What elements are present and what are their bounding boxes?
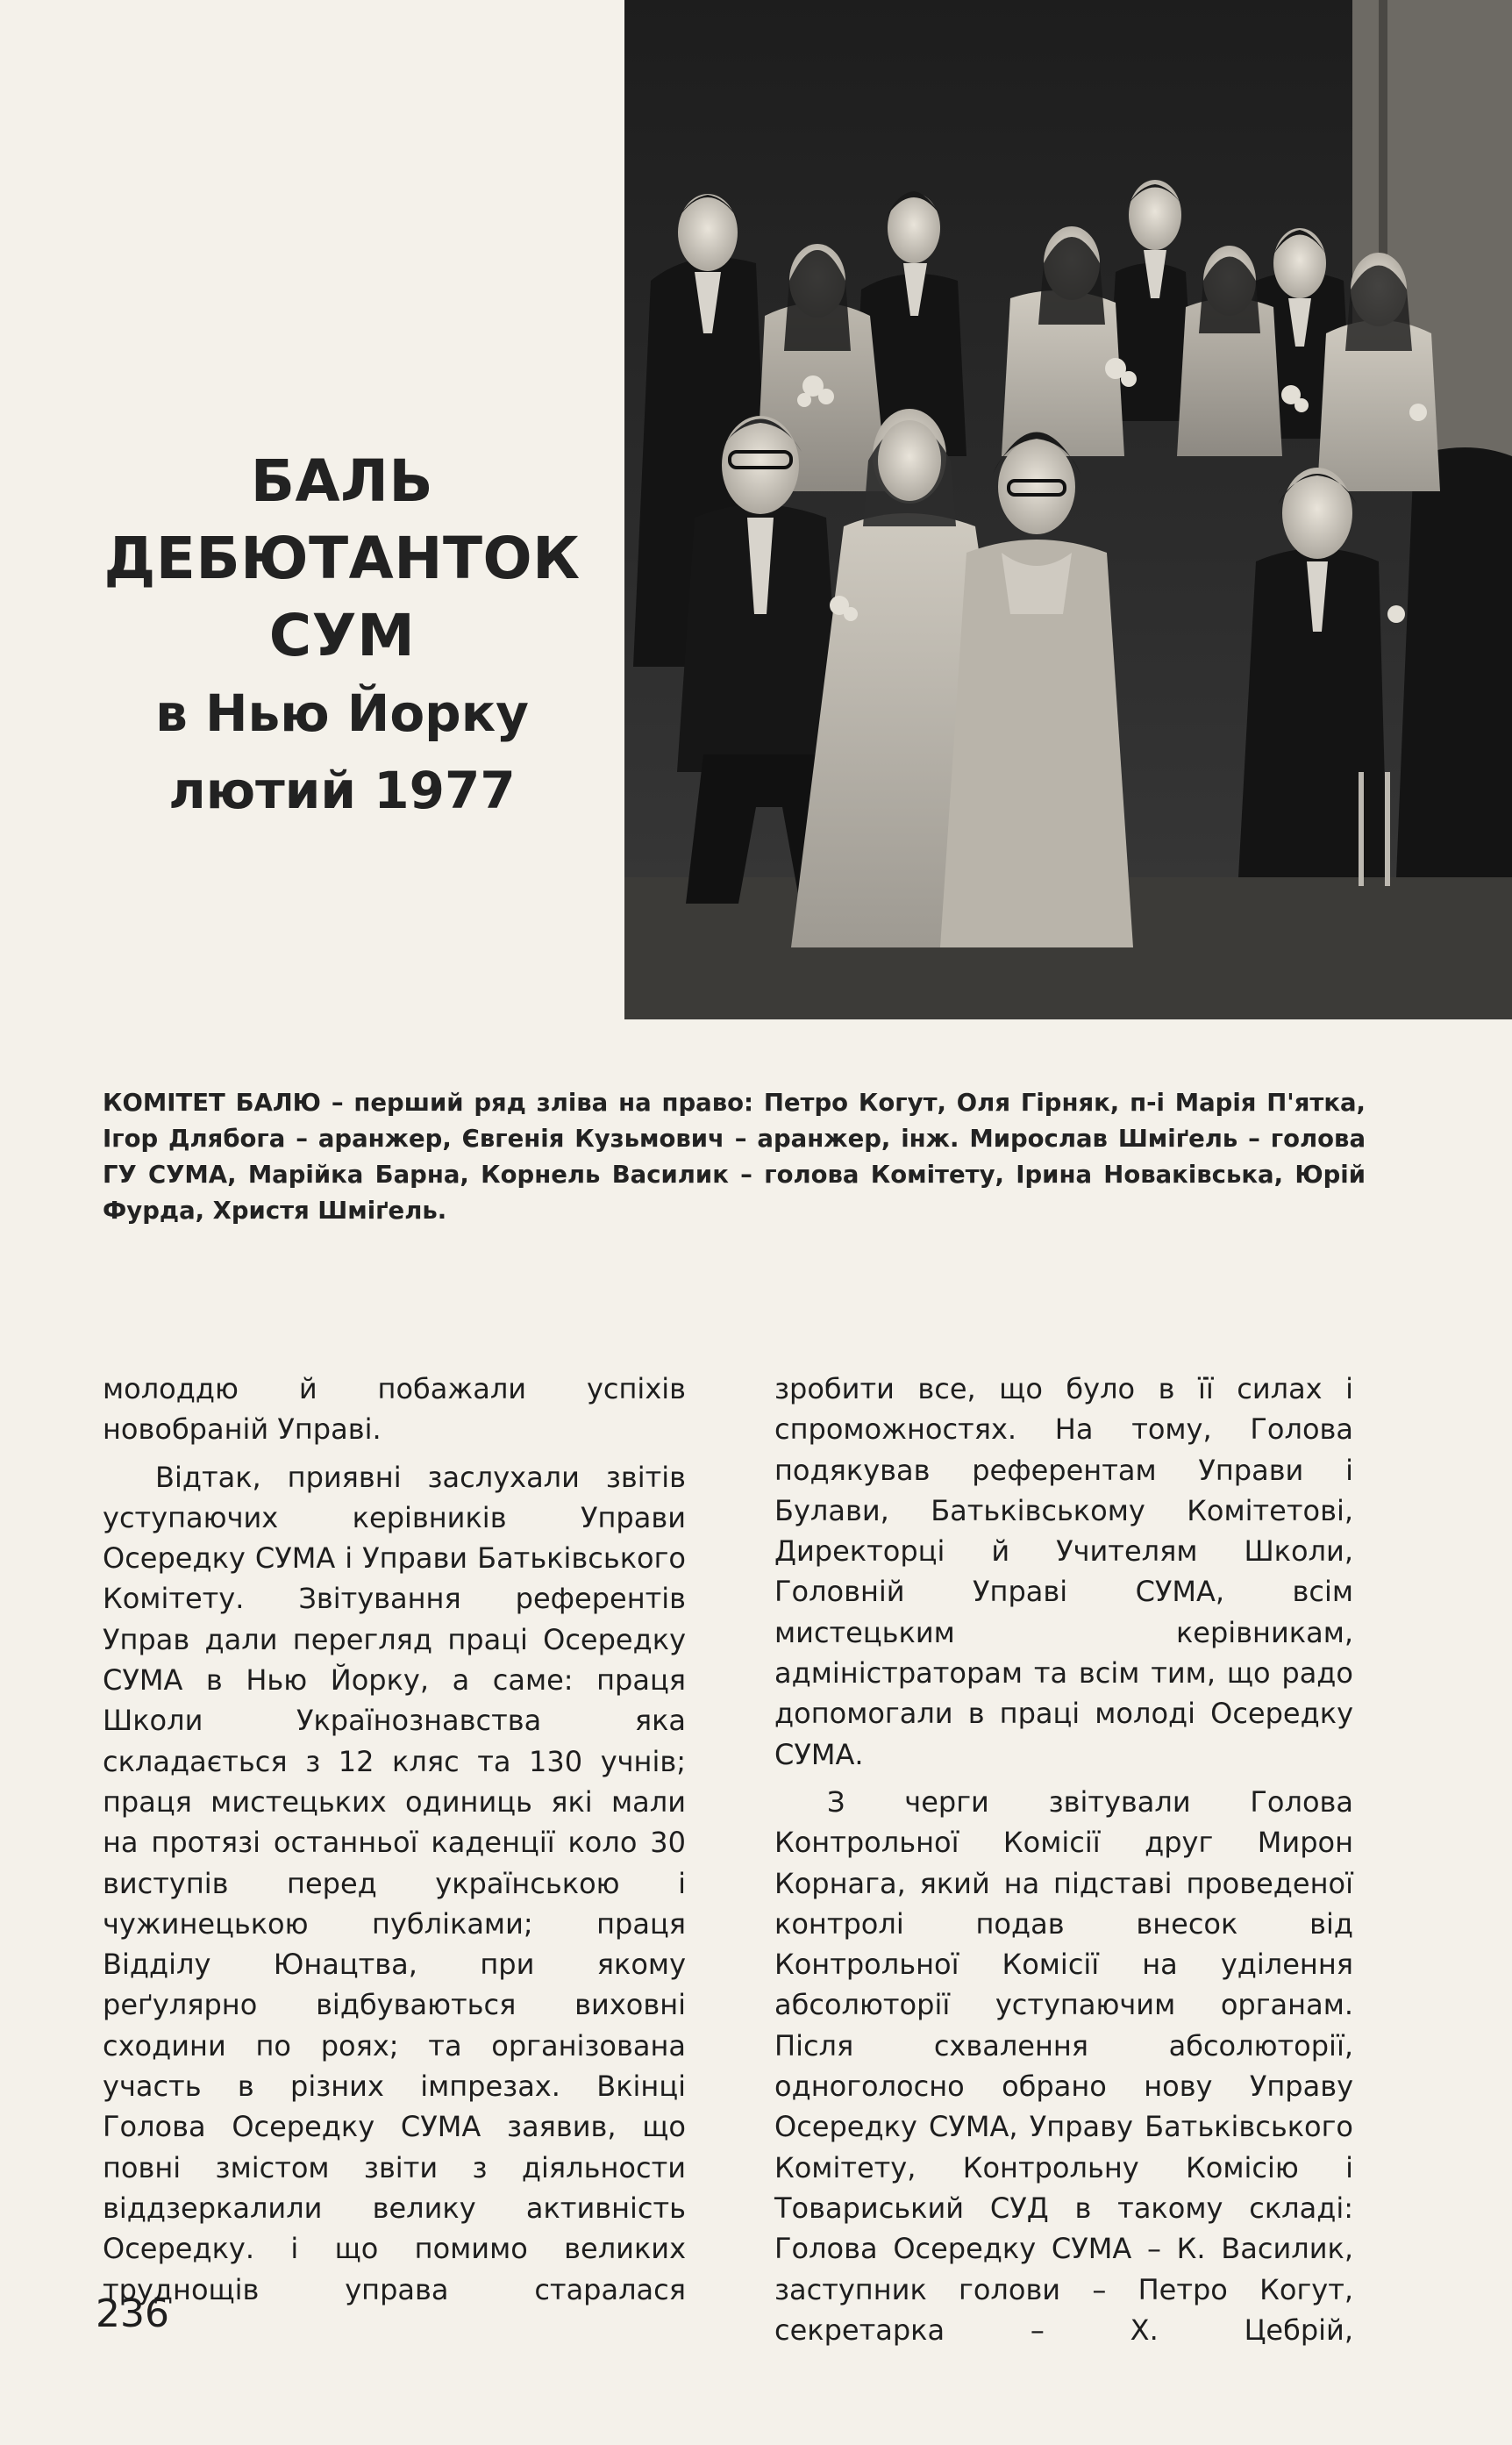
photo-caption: КОМІТЕТ БАЛЮ – перший ряд зліва на право: Петро Когут, Оля Гірняк, п-і Марія П'ятка, Ігор Длябога – аранжер, Євгенія Кузьмович – аранжер, інж. Мирослав Шміґель – голова ГУ СУМА, Марійка Барна, Корнель Василик – голова Комітету, Ірина Новаківська, Юрій Фурда, Христя Шміґель. — [103, 1089, 1366, 1225]
article-title — [61, 443, 623, 829]
body-column-left — [103, 1369, 686, 2310]
group-photo — [624, 0, 1512, 1019]
title-line-3: СУМ — [268, 602, 416, 669]
body-paragraph: молоддю й побажали успіхів новобраній Управі. — [103, 1372, 686, 1447]
body-column-right — [774, 1369, 1353, 2350]
group-photo-icon — [624, 0, 1512, 1019]
title-line-5: лютий 1977 — [168, 761, 516, 820]
title-line-4: в Нью Йорку — [155, 683, 529, 743]
title-line-2: ДЕБЮТАНТОК — [103, 525, 581, 592]
body-paragraph: зробити все, що було в її силах і спроможностях. На тому, Голова подякував референтам Управи і Булави, Батьківському Комітетові, Директорці й Учителям Школи, Головній Управі СУМА, всім мистецьким керівникам, адміністраторам та всім тим, що радо допомогали в праці молоді Осередку СУМА. — [774, 1372, 1353, 1771]
title-line-1: БАЛЬ — [250, 447, 434, 515]
page-number: 236 — [96, 2291, 169, 2336]
body-paragraph: Відтак, приявні заслухали звітів уступаючих керівників Управи Осередку СУМА і Управи Батьківського Комітету. Звітування референтів Управ дали перегляд праці Осередку СУМА в Нью Йорку, а саме: праця Школи Українознавства яка складається з 12 кляс та 130 учнів; праця мистецьких одиниць які мали на протязі останньої каденції коло 30 виступів перед українською і чужинецькою публіками; праця Відділу Юнацтва, при якому реґулярно відбуваються виховні сходини по роях; та організована участь в різних імпрезах. Вкінці Голова Осередку СУМА заявив, що повні змістом звіти з діяльности віддзеркалили велику активність Осередку. і що помимо великих труднощів управа старалася — [103, 1460, 686, 2306]
body-paragraph: З черги звітували Голова Контрольної Комісії друг Мирон Корнага, який на підставі проведеної контролі подав внесок від Контрольної Комісії на уділення абсолюторії уступаючим органам. Після схвалення абсолюторії, одноголосно обрано нову Управу Осередку СУМА, Управу Батьківського Комітету, Контрольну Комісію і Товариський СУД в такому складі: Голова Осередку СУМА – К. Василик, заступник голови – Петро Когут, секретарка – Х. Цебрій, — [774, 1784, 1353, 2347]
